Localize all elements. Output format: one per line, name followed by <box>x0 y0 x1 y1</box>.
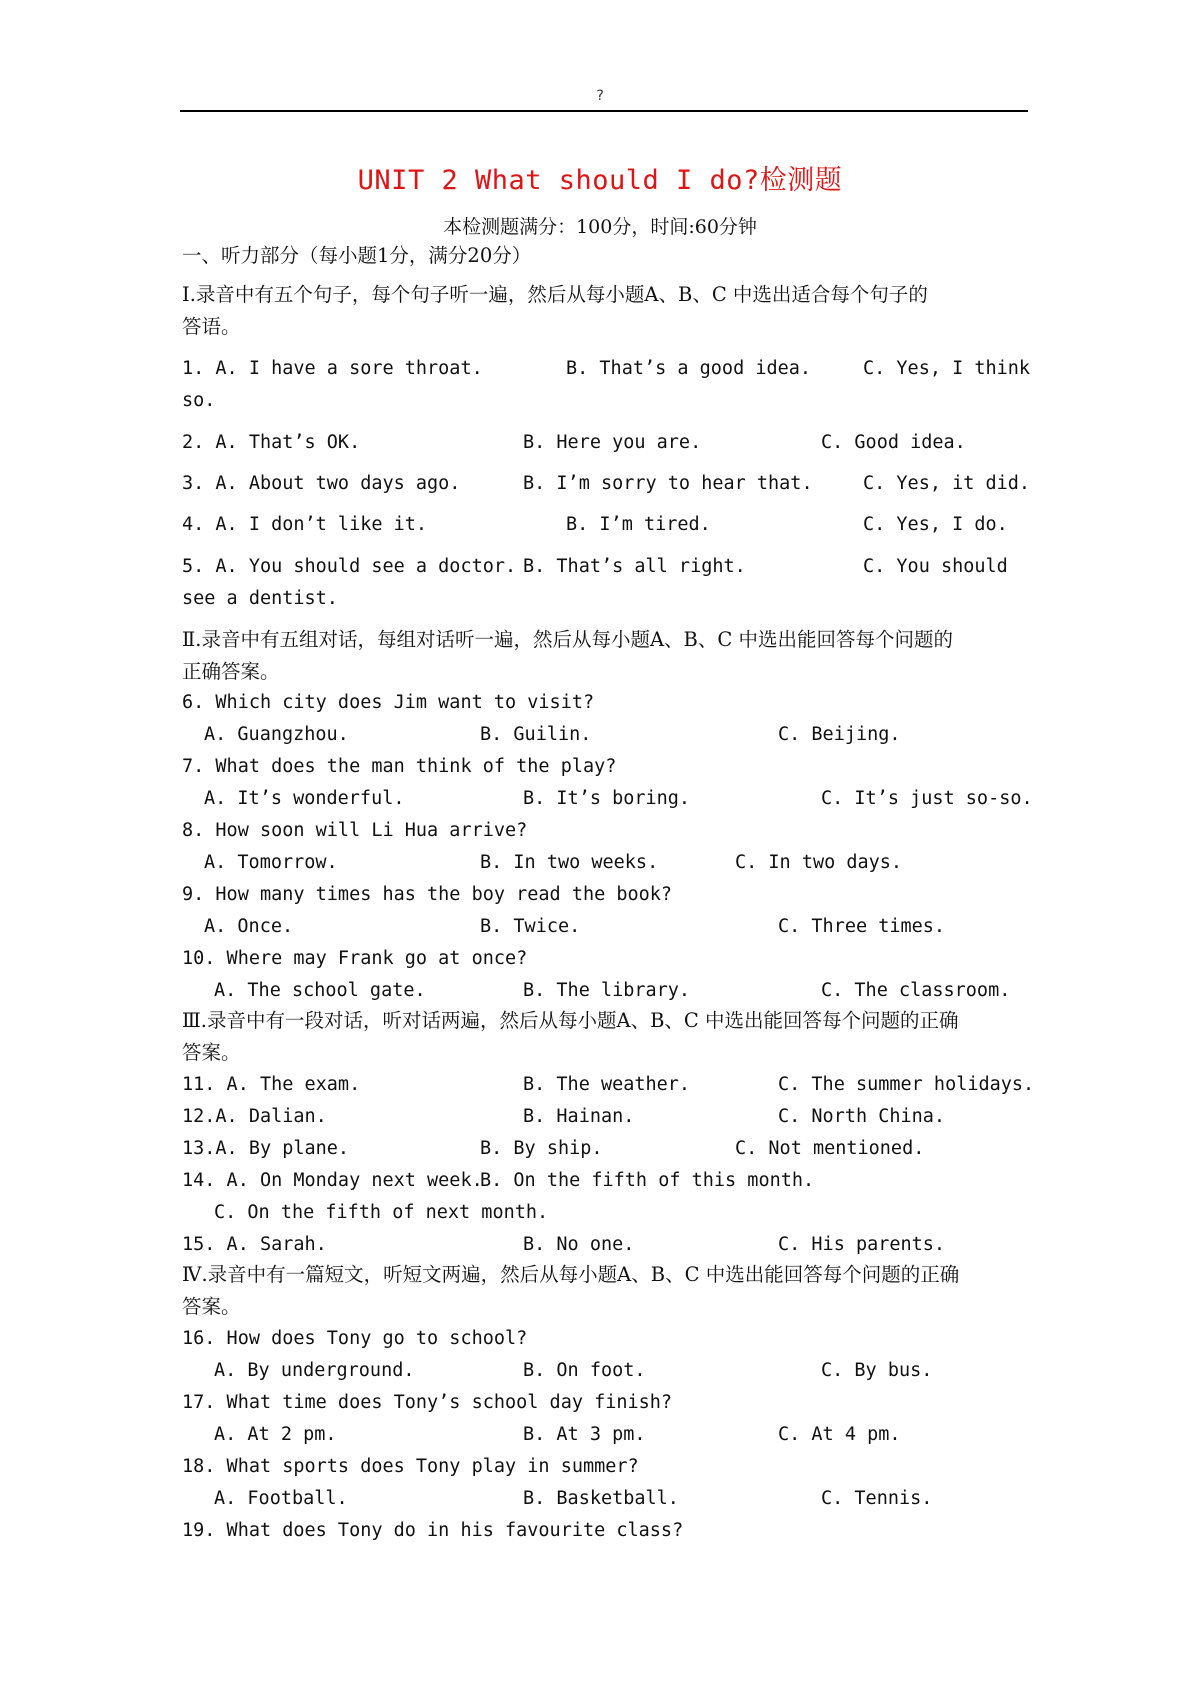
q7-option-a: A. It’s wonderful. <box>204 788 405 809</box>
q17-option-a: A. At 2 pm. <box>214 1424 337 1445</box>
q13-option-a: 13.A. By plane. <box>182 1138 350 1159</box>
q14-option-c: C. On the fifth of next month. <box>214 1202 549 1223</box>
q15-option-b: B. No one. <box>523 1234 635 1255</box>
q8-option-b: B. In two weeks. <box>480 852 659 873</box>
q17-option-b: B. At 3 pm. <box>523 1424 646 1445</box>
q19-question: 19. What does Tony do in his favourite class? <box>182 1520 684 1541</box>
part2-instruction: Ⅱ.录音中有五组对话，每组对话听一遍，然后从每小题A、B、C 中选出能回答每个问题的 <box>182 628 953 651</box>
q3-option-c: C. Yes, it did. <box>863 473 1031 494</box>
q3-option-a: 3. A. About two days ago. <box>182 473 461 494</box>
q17-question: 17. What time does Tony’s school day finish? <box>182 1392 673 1413</box>
q6-option-a: A. Guangzhou. <box>204 724 349 745</box>
q12-option-c: C. North China. <box>778 1106 946 1127</box>
q9-question: 9. How many times has the boy read the book? <box>182 884 673 905</box>
q1-option-c: C. Yes, I think <box>863 358 1031 379</box>
q2-option-a: 2. A. That’s OK. <box>182 432 361 453</box>
q10-question: 10. Where may Frank go at once? <box>182 948 528 969</box>
q4-option-a: 4. A. I don’t like it. <box>182 514 428 535</box>
q18-option-a: A. Football. <box>214 1488 348 1509</box>
q6-option-c: C. Beijing. <box>778 724 901 745</box>
q13-option-b: B. By ship. <box>480 1138 603 1159</box>
q11-option-c: C. The summer holidays. <box>778 1074 1035 1095</box>
q16-question: 16. How does Tony go to school? <box>182 1328 528 1349</box>
q5-option-b: B. That’s all right. <box>523 556 746 577</box>
q11-option-b: B. The weather. <box>523 1074 691 1095</box>
page-title: UNIT 2 What should I do?检测题 <box>357 165 843 196</box>
section-heading: 一、听力部分（每小题1分，满分20分） <box>182 244 532 267</box>
q16-option-c: C. By bus. <box>821 1360 933 1381</box>
q7-option-b: B. It’s boring. <box>523 788 691 809</box>
q16-option-a: A. By underground. <box>214 1360 415 1381</box>
q1-option-a: 1. A. I have a sore throat. <box>182 358 483 379</box>
q18-question: 18. What sports does Tony play in summer? <box>182 1456 639 1477</box>
q14-option-b: B. On the fifth of this month. <box>480 1170 815 1191</box>
q9-option-b: B. Twice. <box>480 916 581 937</box>
q6-question: 6. Which city does Jim want to visit? <box>182 692 595 713</box>
q5-option-a: 5. A. You should see a doctor. <box>182 556 517 577</box>
q9-option-c: C. Three times. <box>778 916 946 937</box>
q9-option-a: A. Once. <box>204 916 294 937</box>
q8-option-c: C. In two days. <box>735 852 903 873</box>
q7-option-c: C. It’s just so-so. <box>821 788 1033 809</box>
part4-instruction-cont: 答案。 <box>182 1295 241 1318</box>
part1-instruction-cont: 答语。 <box>182 315 241 338</box>
q4-option-b: B. I’m tired. <box>566 514 711 535</box>
q6-option-b: B. Guilin. <box>480 724 592 745</box>
q14-option-a: 14. A. On Monday next week. <box>182 1170 483 1191</box>
q15-option-a: 15. A. Sarah. <box>182 1234 327 1255</box>
q8-question: 8. How soon will Li Hua arrive? <box>182 820 528 841</box>
q18-option-b: B. Basketball. <box>523 1488 679 1509</box>
q16-option-b: B. On foot. <box>523 1360 646 1381</box>
q12-option-b: B. Hainan. <box>523 1106 635 1127</box>
q15-option-c: C. His parents. <box>778 1234 946 1255</box>
q1-option-b: B. That’s a good idea. <box>566 358 812 379</box>
q7-question: 7. What does the man think of the play? <box>182 756 617 777</box>
part3-instruction-cont: 答案。 <box>182 1041 241 1064</box>
q10-option-c: C. The classroom. <box>821 980 1011 1001</box>
q18-option-c: C. Tennis. <box>821 1488 933 1509</box>
header-rule <box>180 110 1028 112</box>
part1-instruction: Ⅰ.录音中有五个句子，每个句子听一遍，然后从每小题A、B、C 中选出适合每个句子的 <box>182 283 928 306</box>
q12-option-a: 12.A. Dalian. <box>182 1106 327 1127</box>
q2-option-b: B. Here you are. <box>523 432 702 453</box>
page-subtitle: 本检测题满分：100分，时间:60分钟 <box>443 216 757 238</box>
q11-option-a: 11. A. The exam. <box>182 1074 361 1095</box>
q1-option-c-cont: so. <box>182 390 216 411</box>
q5-option-c: C. You should <box>863 556 1008 577</box>
q8-option-a: A. Tomorrow. <box>204 852 338 873</box>
q13-option-c: C. Not mentioned. <box>735 1138 925 1159</box>
part2-instruction-cont: 正确答案。 <box>182 660 280 683</box>
q10-option-a: A. The school gate. <box>214 980 426 1001</box>
q2-option-c: C. Good idea. <box>821 432 966 453</box>
q5-option-c-cont: see a dentist. <box>182 588 338 609</box>
header-mark: ? <box>595 88 605 104</box>
part3-instruction: Ⅲ.录音中有一段对话，听对话两遍，然后从每小题A、B、C 中选出能回答每个问题的正确 <box>182 1009 959 1032</box>
q10-option-b: B. The library. <box>523 980 691 1001</box>
part4-instruction: Ⅳ.录音中有一篇短文，听短文两遍，然后从每小题A、B、C 中选出能回答每个问题的正确 <box>182 1263 960 1286</box>
q3-option-b: B. I’m sorry to hear that. <box>523 473 813 494</box>
q4-option-c: C. Yes, I do. <box>863 514 1008 535</box>
q17-option-c: C. At 4 pm. <box>778 1424 901 1445</box>
